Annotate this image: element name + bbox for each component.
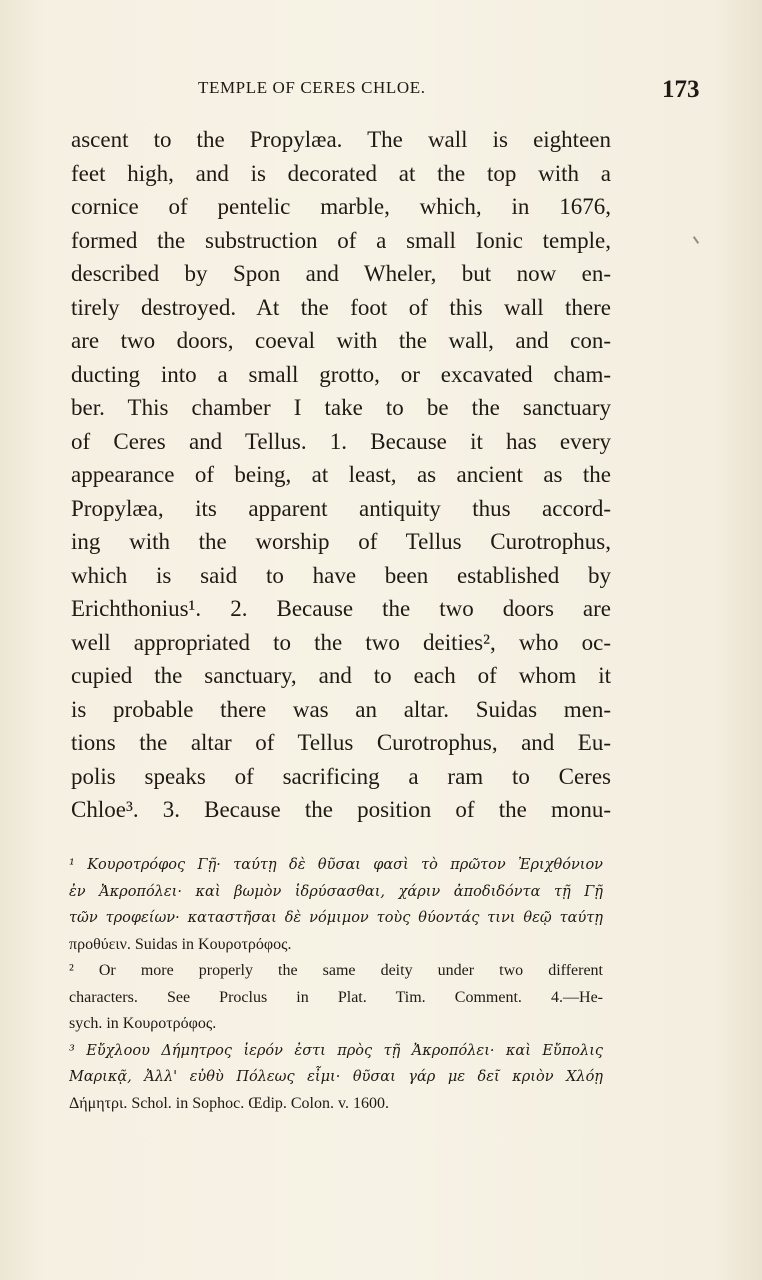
footnote-line: ² Or more properly the same deity under two different bbox=[69, 962, 603, 979]
body-line: Propylæa, its apparent antiquity thus accord- bbox=[71, 495, 611, 521]
body-line: tirely destroyed. At the foot of this wall there bbox=[71, 294, 611, 320]
footnote-1 bbox=[69, 852, 603, 958]
body-line: ducting into a small grotto, or excavated cham- bbox=[71, 361, 611, 387]
footnotes bbox=[69, 852, 603, 1117]
footnote-line: τῶν τροφείων· καταστῆσαι δὲ νόμιμον τοὺς θύοντάς τινι θεῷ ταύτῃ bbox=[69, 910, 603, 926]
page-number: 173 bbox=[662, 76, 700, 103]
body-line: described by Spon and Wheler, but now en- bbox=[71, 261, 611, 286]
body-line: Erichthonius¹. 2. Because the two doors are bbox=[71, 596, 611, 621]
body-line: of Ceres and Tellus. 1. Because it has every bbox=[71, 428, 611, 454]
footnote-2 bbox=[69, 958, 603, 1038]
paper-speck bbox=[693, 236, 699, 244]
body-line: cornice of pentelic marble, which, in 1676, bbox=[71, 194, 611, 219]
body-line: which is said to have been established by bbox=[71, 562, 611, 588]
body-line: feet high, and is decorated at the top with a bbox=[71, 160, 611, 186]
body-line: formed the substruction of a small Ionic temple, bbox=[71, 227, 611, 253]
body-text bbox=[71, 123, 611, 827]
body-line: cupied the sanctuary, and to each of whom it bbox=[71, 663, 611, 688]
footnote-line: ³ Εὔχλοου Δήμητρος ἱερόν ἐστι πρὸς τῇ Ἀκροπόλει· καὶ Εὔπολις bbox=[69, 1042, 603, 1059]
running-head bbox=[0, 78, 762, 106]
body-line: are two doors, coeval with the wall, and con- bbox=[71, 328, 611, 353]
footnote-line: ἐν Ἀκροπόλει· καὶ βωμὸν ἱδρύσασθαι, χάριν ἀποδιδόντα τῇ Γῇ bbox=[69, 883, 603, 900]
body-line: is probable there was an altar. Suidas men- bbox=[71, 696, 611, 722]
body-line: ber. This chamber I take to be the sanctuary bbox=[71, 395, 611, 420]
body-line: tions the altar of Tellus Curotrophus, and Eu- bbox=[71, 730, 611, 755]
body-line: Chloe³. 3. Because the position of the monu- bbox=[71, 797, 611, 822]
body-line: ascent to the Propylæa. The wall is eighteen bbox=[71, 127, 611, 152]
footnote-line: Μαρικᾷ, Ἀλλ' εὐθὺ Πόλεως εἶμι· θῦσαι γάρ με δεῖ κριὸν Χλόῃ bbox=[69, 1069, 603, 1085]
body-line: appearance of being, at least, as ancient as the bbox=[71, 462, 611, 487]
footnote-line: characters. See Proclus in Plat. Tim. Comment. 4.—He- bbox=[69, 988, 603, 1006]
footnote-line: Δήμητρι. Schol. in Sophoc. Œdip. Colon. v. 1600. bbox=[69, 1094, 389, 1112]
running-title: TEMPLE OF CERES CHLOE. bbox=[198, 78, 426, 97]
body-line: well appropriated to the two deities², who oc- bbox=[71, 629, 611, 655]
body-line: ing with the worship of Tellus Curotrophus, bbox=[71, 529, 611, 554]
footnote-line: προθύειν. Suidas in Κουροτρόφος. bbox=[69, 935, 292, 953]
body-line: polis speaks of sacrificing a ram to Ceres bbox=[71, 763, 611, 789]
footnote-line: sych. in Κουροτρόφος. bbox=[69, 1015, 217, 1032]
footnote-line: ¹ Κουροτρόφος Γῇ· ταύτῃ δὲ θῦσαι φασὶ τὸ πρῶτον Ἐριχθόνιον bbox=[69, 857, 603, 873]
footnote-3 bbox=[69, 1038, 603, 1118]
